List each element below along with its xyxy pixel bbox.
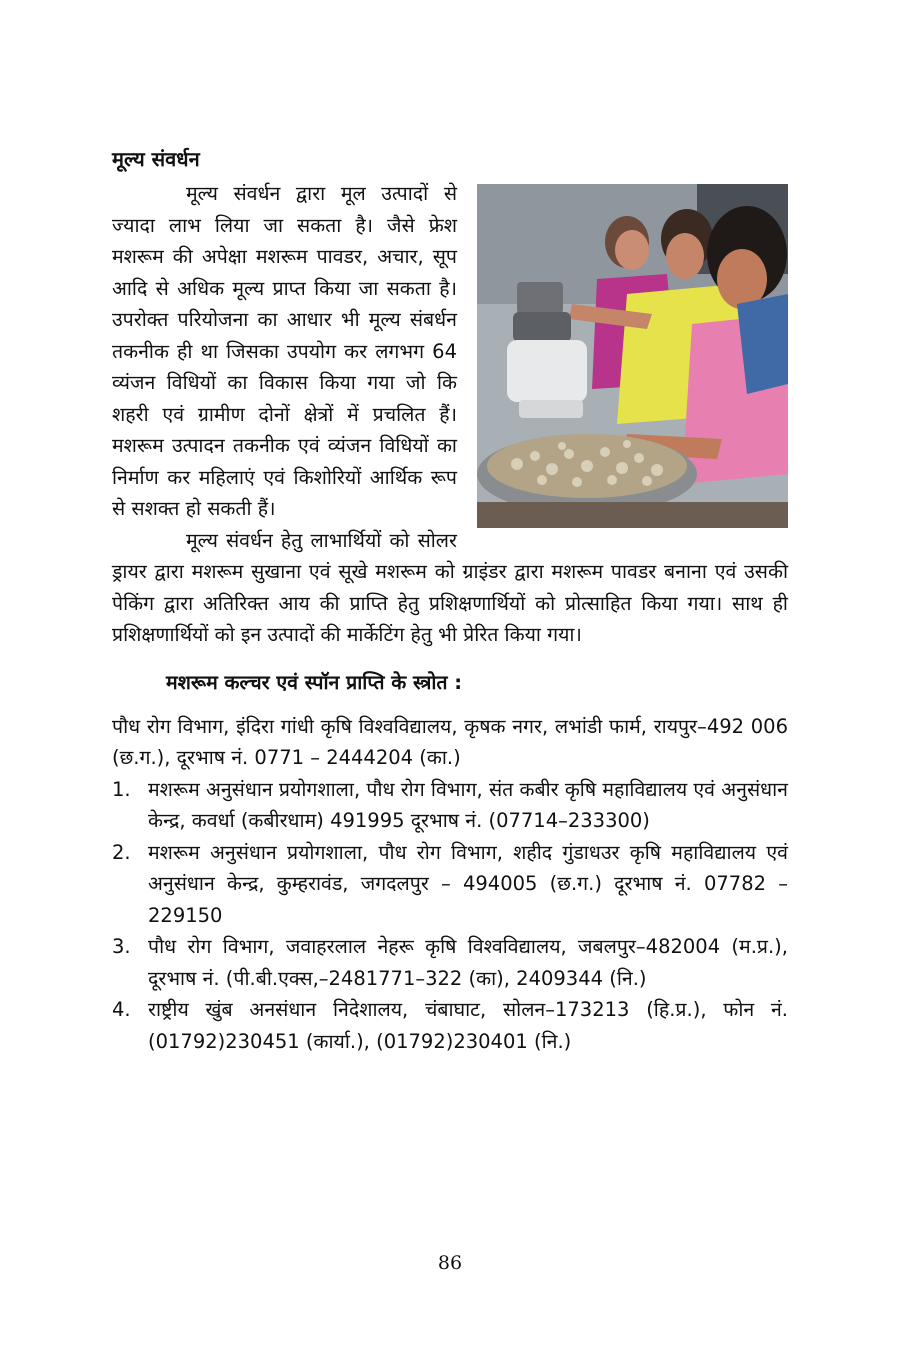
list-item-number: 2. [112, 840, 131, 864]
paragraph-value-addition: मूल्य संवर्धन द्वारा मूल उत्पादों से ज्यादा लाभ लिया जा सकता है। जैसे फ्रेश मशरूम की अपेक्षा मशरूम पावडर, अचार, सूप आदि से अधिक मूल्य प्राप्त किया जा सकता है। उपरोक्त परियोजना का आधार भी मूल्य संबर्धन तकनीक ही था जिसका उपयोग कर लगभग 64 व्यंजन विधियों का विकास किया गया जो कि शहरी एवं ग्रामीण दोनों क्षेत्रों में प्रचलित हैं। मशरूम उत्पादन तकनीक एवं व्यंजन विधियों का निर्माण कर महिलाएं एवं किशोरियों आर्थिक रूप से सशक्त हो सकती हैं। [112, 182, 457, 520]
list-item-text: मशरूम अनुसंधान प्रयोगशाला, पौध रोग विभाग, संत कबीर कृषि महाविद्यालय एवं अनुसंधान केन्द्र, कवर्धा (कबीरधाम) 491995 दूरभाष नं. (07714–233300) [148, 777, 788, 832]
list-item [112, 774, 788, 837]
list-item-number: 1. [112, 777, 131, 801]
section-heading-spawn-sources: मशरूम कल्चर एवं स्पॉन प्राप्ति के स्त्रोत : [166, 670, 463, 694]
list-item-number: 4. [112, 998, 131, 1021]
page-number: 86 [437, 1252, 463, 1274]
sources-list [112, 774, 788, 1058]
women-grinding-mushroom-photo [477, 184, 788, 528]
list-item-text: राष्ट्रीय खुंब अनसंधान निदेशालय, चंबाघाट, सोलन–173213 (हि.प्र.), फोन नं. (01792)230451 (कार्या.), (01792)230401 (नि.) [148, 998, 788, 1053]
source-intro-address: पौध रोग विभाग, इंदिरा गांधी कृषि विश्वविद्यालय, कृषक नगर, लभांडी फार्म, रायपुर–492 006 (छ.ग.), दूरभाष नं. 0771 – 2444204 (का.) [112, 714, 788, 769]
list-item [112, 994, 788, 1057]
document-page [112, 142, 788, 1057]
list-item-text: मशरूम अनुसंधान प्रयोगशाला, पौध रोग विभाग, शहीद गुंडाधउर कृषि महाविद्यालय एवं अनुसंधान केन्द्र, कुम्हरावंड, जगदलपुर – 494005 (छ.ग.) दूरभाष नं. 07782 – 229150 [148, 840, 788, 927]
list-item-number: 3. [112, 935, 131, 958]
section-heading-value-addition: मूल्य संवर्धन [112, 147, 200, 171]
list-item [112, 837, 788, 932]
list-item-text: पौध रोग विभाग, जवाहरलाल नेहरू कृषि विश्वविद्यालय, जबलपुर–482004 (म.प्र.), दूरभाष नं. (पी.बी.एक्स,–2481771–322 (का), 2409344 (नि.) [148, 935, 788, 990]
list-item [112, 931, 788, 994]
paragraph-solar-dryer: मूल्य संवर्धन हेतु लाभार्थियों को सोलर ड्रायर द्वारा मशरूम सुखाना एवं सूखे मशरूम को ग्राइंडर द्वारा मशरूम पावडर बनाना एवं उसकी पेकिंग द्वारा अतिरिक्त आय की प्राप्ति हेतु प्रशिक्षणार्थियों को प्रोत्साहित किया गया। साथ ही प्रशिक्षणार्थियों को इन उत्पादों की मार्केटिंग हेतु भी प्रेरित किया गया। [112, 528, 788, 646]
